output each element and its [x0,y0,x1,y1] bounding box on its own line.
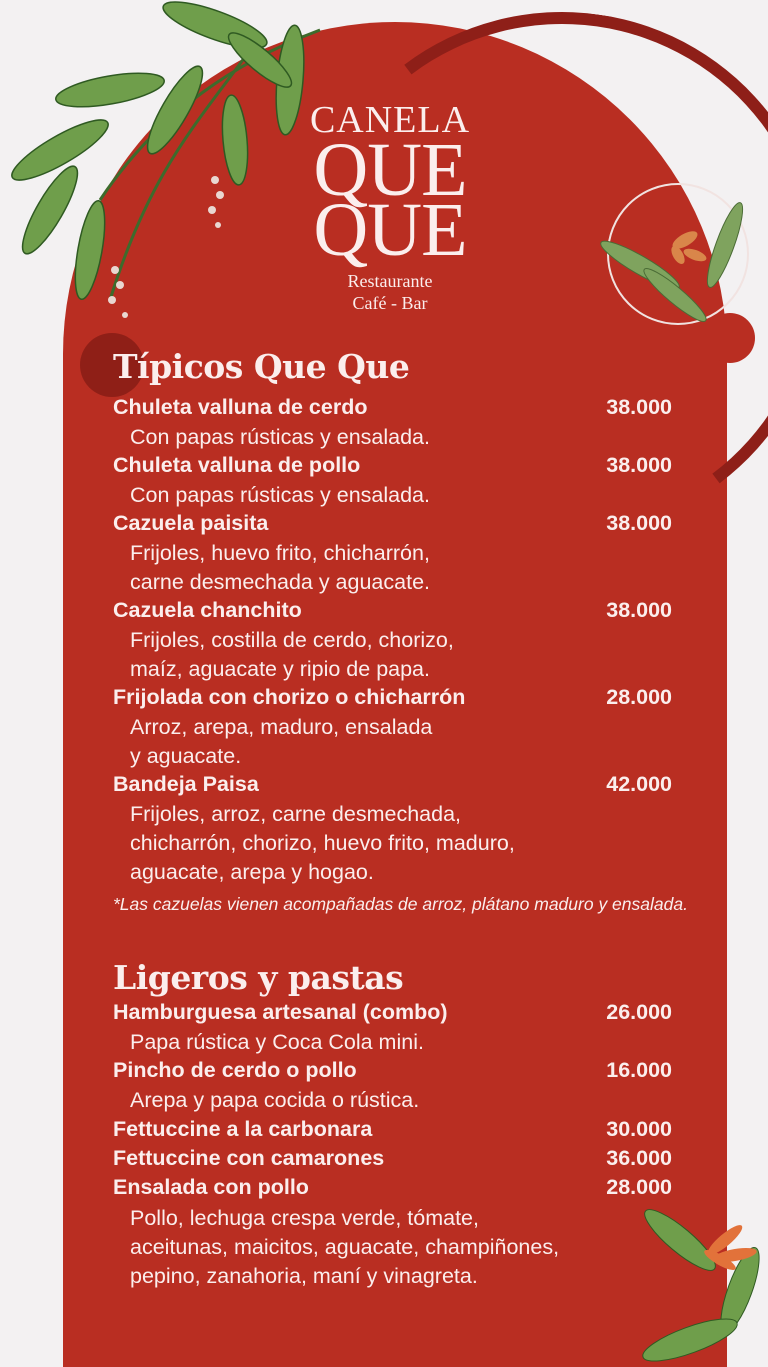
menu-item-name: Hamburguesa artesanal (combo) [113,1000,448,1024]
menu-item-desc: Pollo, lechuga crespa verde, tómate, [130,1206,479,1230]
menu-item-name: Cazuela paisita [113,511,269,535]
menu-item-name: Bandeja Paisa [113,772,259,796]
flower-icon [600,195,750,335]
menu-item-desc: Arepa y papa cocida o rústica. [130,1088,420,1112]
menu-item-desc: pepino, zanahoria, maní y vinagreta. [130,1264,478,1288]
menu-item-name: Chuleta valluna de cerdo [113,395,368,419]
logo-line3: QUE [313,188,467,272]
menu-item-desc: Frijoles, arroz, carne desmechada, [130,802,462,826]
leaf-branch-icon [0,0,340,340]
menu-item-name: Frijolada con chorizo o chicharrón [113,685,466,709]
menu-item-desc: Con papas rústicas y ensalada. [130,483,430,507]
menu-item-desc: chicharrón, chorizo, huevo frito, maduro, [130,831,515,855]
menu-item-desc: Con papas rústicas y ensalada. [130,425,430,449]
menu-item-desc: carne desmechada y aguacate. [130,570,431,594]
menu-item-name: Pincho de cerdo o pollo [113,1058,357,1082]
menu-item-desc: Frijoles, costilla de cerdo, chorizo, [130,628,454,652]
menu-item-price: 30.000 [606,1117,672,1141]
menu-item-desc: aceitunas, maicitos, aguacate, champiñones, [130,1235,560,1259]
menu-item-name: Ensalada con pollo [113,1175,309,1199]
logo-subtitle-2: Café - Bar [352,293,428,313]
menu-item-price: 38.000 [606,511,672,535]
menu-note: *Las cazuelas vienen acompañadas de arroz, plátano maduro y ensalada. [113,894,688,914]
menu-item-price: 38.000 [606,453,672,477]
section-title-ligeros: Ligeros y pastas [113,958,404,997]
menu-item-desc: Arroz, arepa, maduro, ensalada [130,715,433,739]
menu-item-desc: Frijoles, huevo frito, chicharrón, [130,541,430,565]
restaurant-logo [290,100,490,314]
menu-item-price: 26.000 [606,1000,672,1024]
menu-item-desc: Papa rústica y Coca Cola mini. [130,1030,424,1054]
menu-item-desc: aguacate, arepa y hogao. [130,860,374,884]
menu-item-name: Cazuela chanchito [113,598,302,622]
menu-item-price: 28.000 [606,1175,672,1199]
menu-item-name: Chuleta valluna de pollo [113,453,361,477]
menu-item-price: 28.000 [606,685,672,709]
menu-item-price: 16.000 [606,1058,672,1082]
menu-item-desc: maíz, aguacate y ripio de papa. [130,657,430,681]
menu-item-price: 36.000 [606,1146,672,1170]
logo-line1: CANELA [309,99,471,141]
menu-item-price: 38.000 [606,395,672,419]
logo-subtitle-1: Restaurante [347,271,433,291]
menu-item-name: Fettuccine con camarones [113,1146,385,1170]
flower-icon [630,1200,768,1367]
menu-item-name: Fettuccine a la carbonara [113,1117,373,1141]
section-title-tipicos: Típicos Que Que [113,347,410,386]
menu-item-desc: y aguacate. [130,744,242,768]
menu-item-price: 38.000 [606,598,672,622]
menu-item-price: 42.000 [606,772,672,796]
logo-line2: QUE [313,128,467,212]
